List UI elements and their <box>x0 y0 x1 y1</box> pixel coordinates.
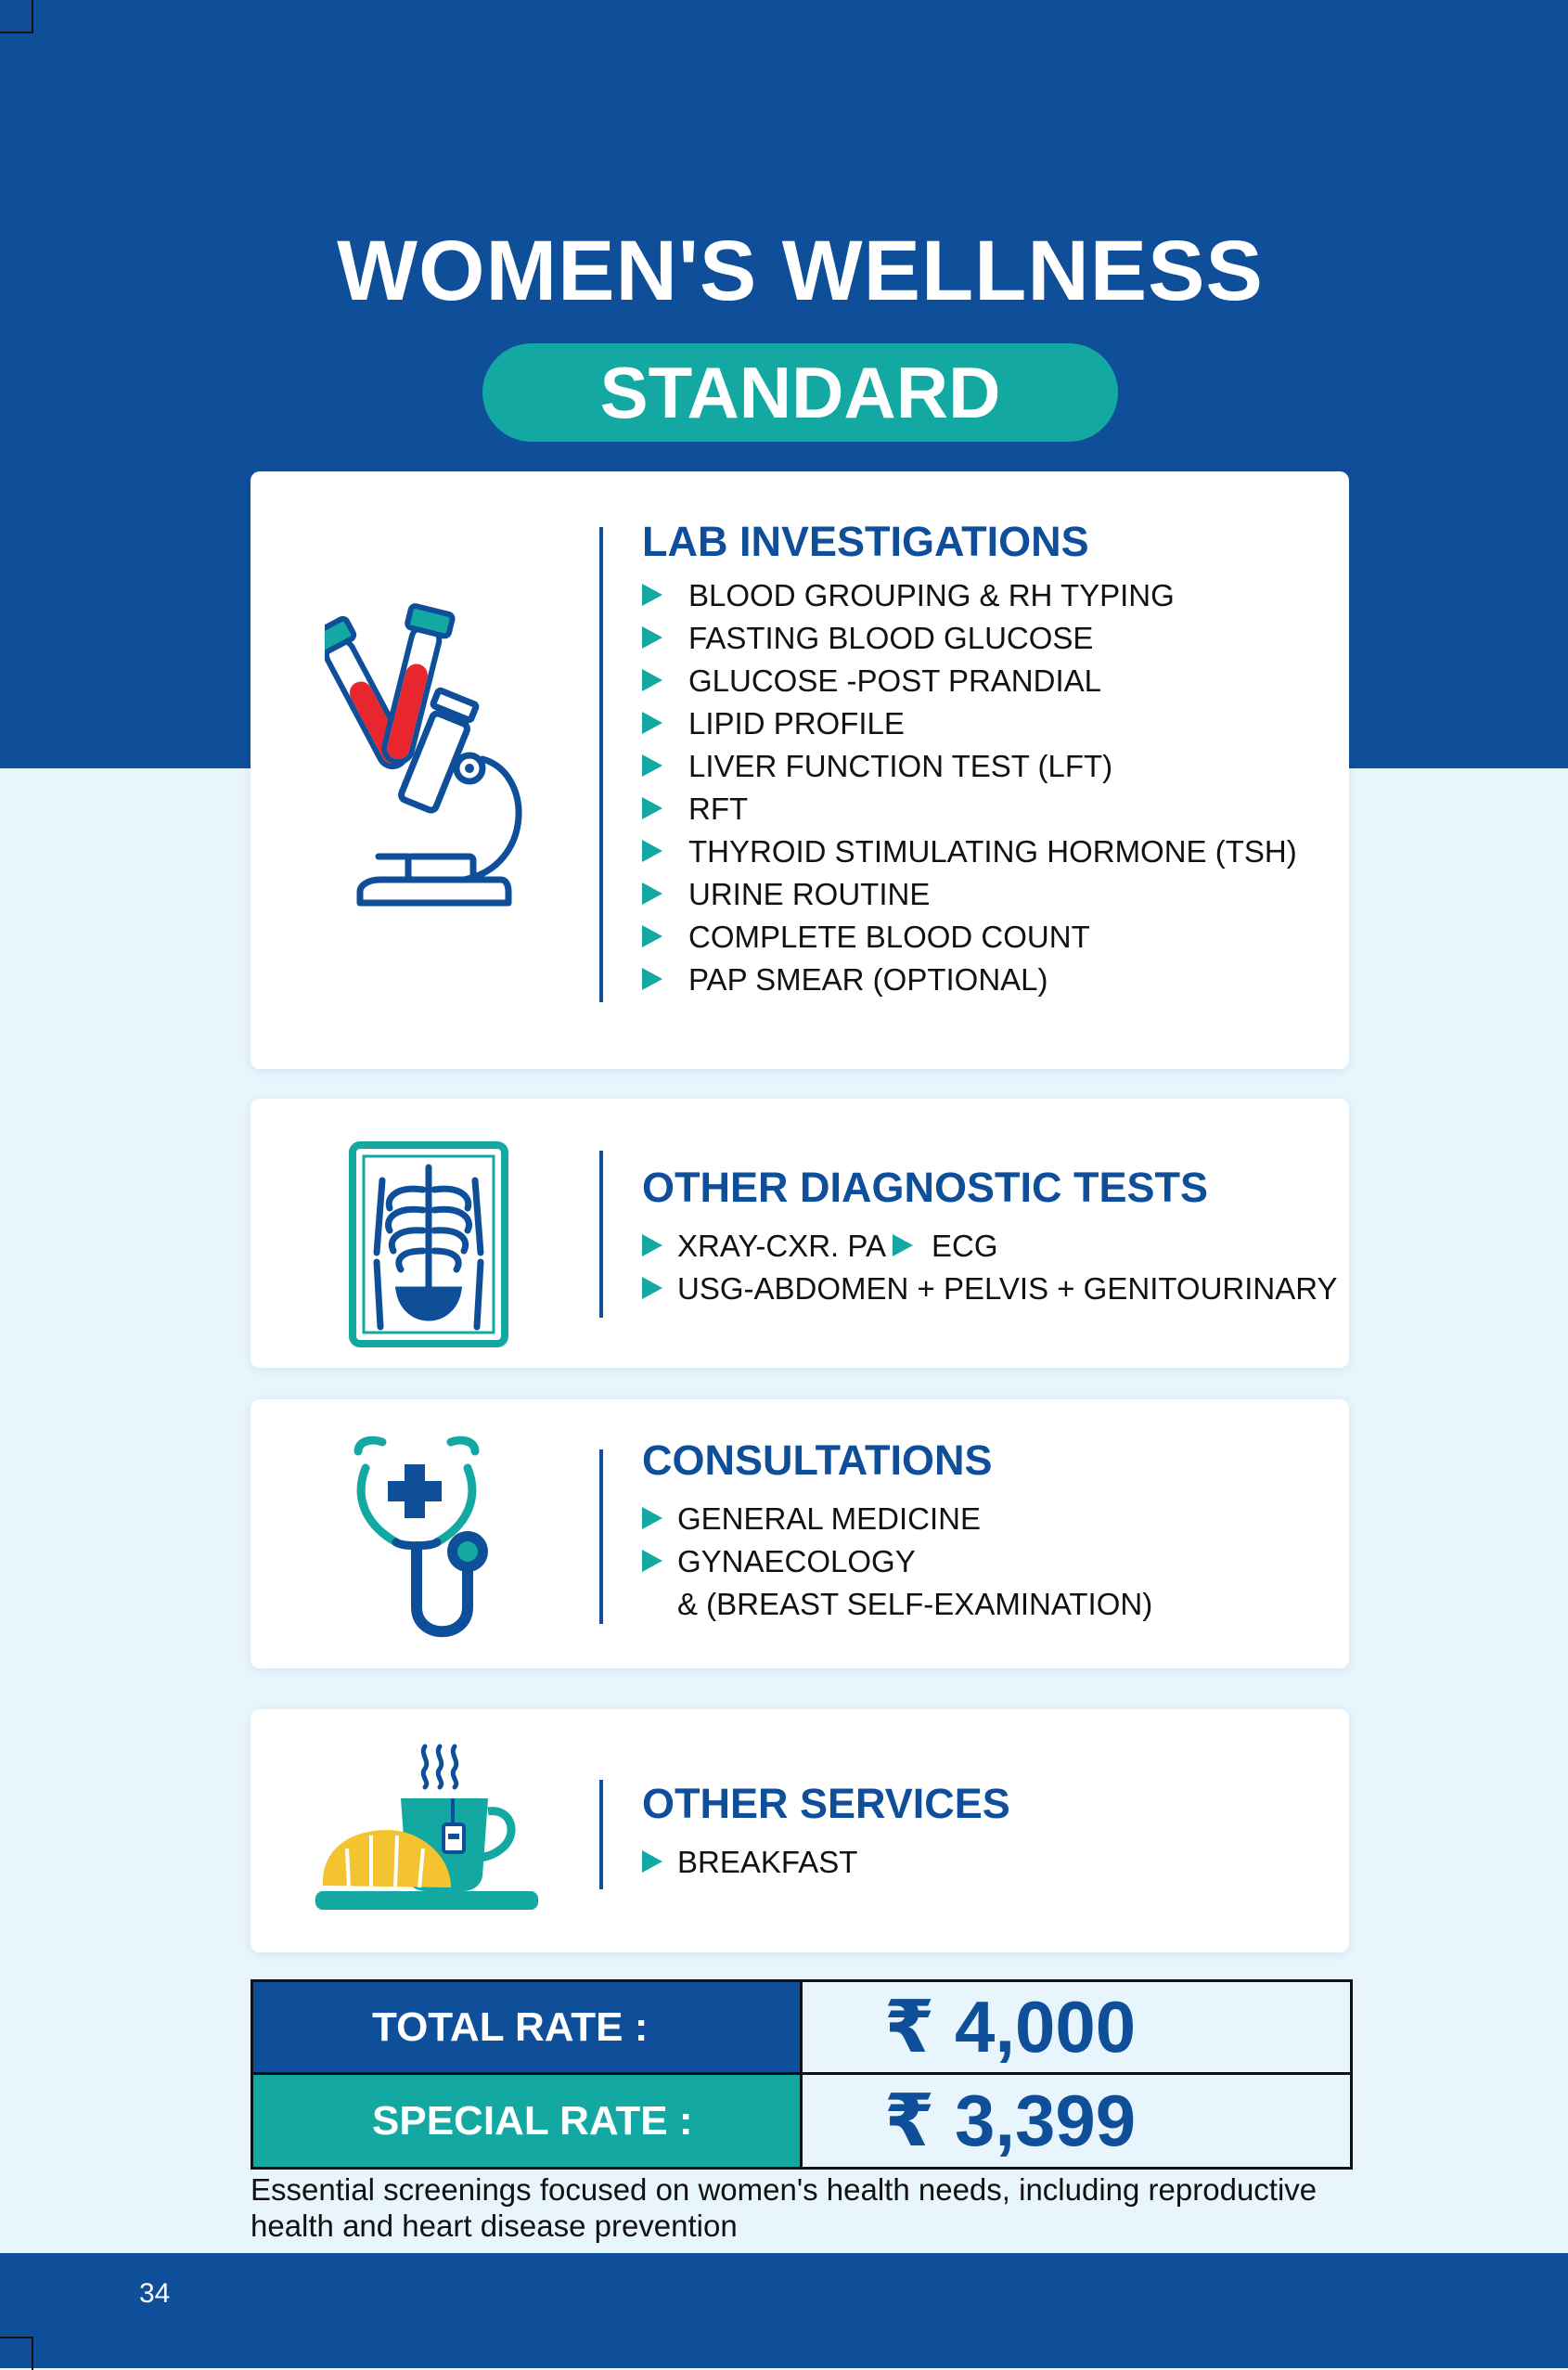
list-item: XRAY-CXR. PA <box>642 1229 920 1266</box>
table-column-divider <box>800 1982 803 2167</box>
bullet-arrow-icon <box>642 797 662 819</box>
tier-badge: STANDARD <box>482 343 1118 442</box>
list-item: GENERAL MEDICINE <box>642 1501 1106 1539</box>
microscope-test-tubes-icon <box>325 597 529 940</box>
footer-band <box>0 2253 1568 2368</box>
bullet-arrow-icon <box>642 584 662 606</box>
diagnostic-heading: OTHER DIAGNOSTIC TESTS <box>642 1164 1209 1211</box>
bullet-arrow-icon <box>642 968 662 990</box>
package-description: Essential screenings focused on women's health needs, including reproductive health and heart disease prevention <box>251 2172 1317 2243</box>
bullet-arrow-icon <box>642 669 662 691</box>
xray-icon <box>349 1141 508 1347</box>
consultations-card <box>251 1399 1349 1668</box>
special-rate-value: ₹ 3,399 <box>884 2080 1137 2161</box>
list-item: BREAKFAST <box>642 1845 1013 1882</box>
bullet-arrow-icon <box>642 1850 662 1873</box>
bullet-arrow-icon <box>642 754 662 777</box>
crop-mark-bottom-left <box>0 2337 33 2370</box>
list-item: ECG <box>893 1229 1078 1266</box>
crop-mark-top-left <box>0 0 33 33</box>
diagnostic-tests-card <box>251 1099 1349 1368</box>
bullet-arrow-icon <box>642 1234 662 1256</box>
divider-line <box>599 1151 603 1318</box>
list-item: GYNAECOLOGY <box>642 1544 1106 1581</box>
divider-line <box>599 1449 603 1624</box>
bullet-arrow-icon <box>642 712 662 734</box>
list-item: USG-ABDOMEN + PELVIS + GENITOURINARY <box>642 1271 1292 1308</box>
lab-heading: LAB INVESTIGATIONS <box>642 518 1089 565</box>
bullet-arrow-icon <box>642 626 662 649</box>
special-rate-label: SPECIAL RATE : <box>253 2075 800 2167</box>
bullet-arrow-icon <box>642 1550 662 1572</box>
total-rate-label: TOTAL RATE : <box>253 1982 800 2072</box>
page-title: WOMEN'S WELLNESS <box>337 224 1264 318</box>
total-rate-value: ₹ 4,000 <box>884 1986 1137 2067</box>
consultation-note: & (BREAST SELF-EXAMINATION) <box>677 1587 1153 1621</box>
divider-line <box>599 1780 603 1889</box>
lab-investigations-card: LAB INVESTIGATIONS BLOOD GROUPING & RH TYPING FASTING BLOOD GLUCOSE GLUCOSE -POST PRANDIAL LIPID PROFILE LIVER FUNCTION TEST (LFT) RFT THYROID STIMULATING HORMONE (TSH) URINE ROUTINE COMPLETE BLOOD COUNT PAP SMEAR (OPTIONAL) <box>251 471 1349 1069</box>
bullet-arrow-icon <box>642 882 662 905</box>
page-number: 34 <box>139 2278 171 2309</box>
bullet-arrow-icon <box>642 925 662 947</box>
bullet-arrow-icon <box>642 840 662 862</box>
services-heading: OTHER SERVICES <box>642 1780 1010 1827</box>
breakfast-icon <box>314 1737 542 1923</box>
stethoscope-icon <box>345 1431 503 1644</box>
rate-table <box>251 1979 1353 2170</box>
bullet-arrow-icon <box>642 1507 662 1529</box>
divider-line <box>599 527 603 1002</box>
bullet-arrow-icon <box>893 1234 913 1256</box>
consultations-heading: CONSULTATIONS <box>642 1436 993 1484</box>
bullet-arrow-icon <box>642 1277 662 1299</box>
other-services-card <box>251 1709 1349 1952</box>
